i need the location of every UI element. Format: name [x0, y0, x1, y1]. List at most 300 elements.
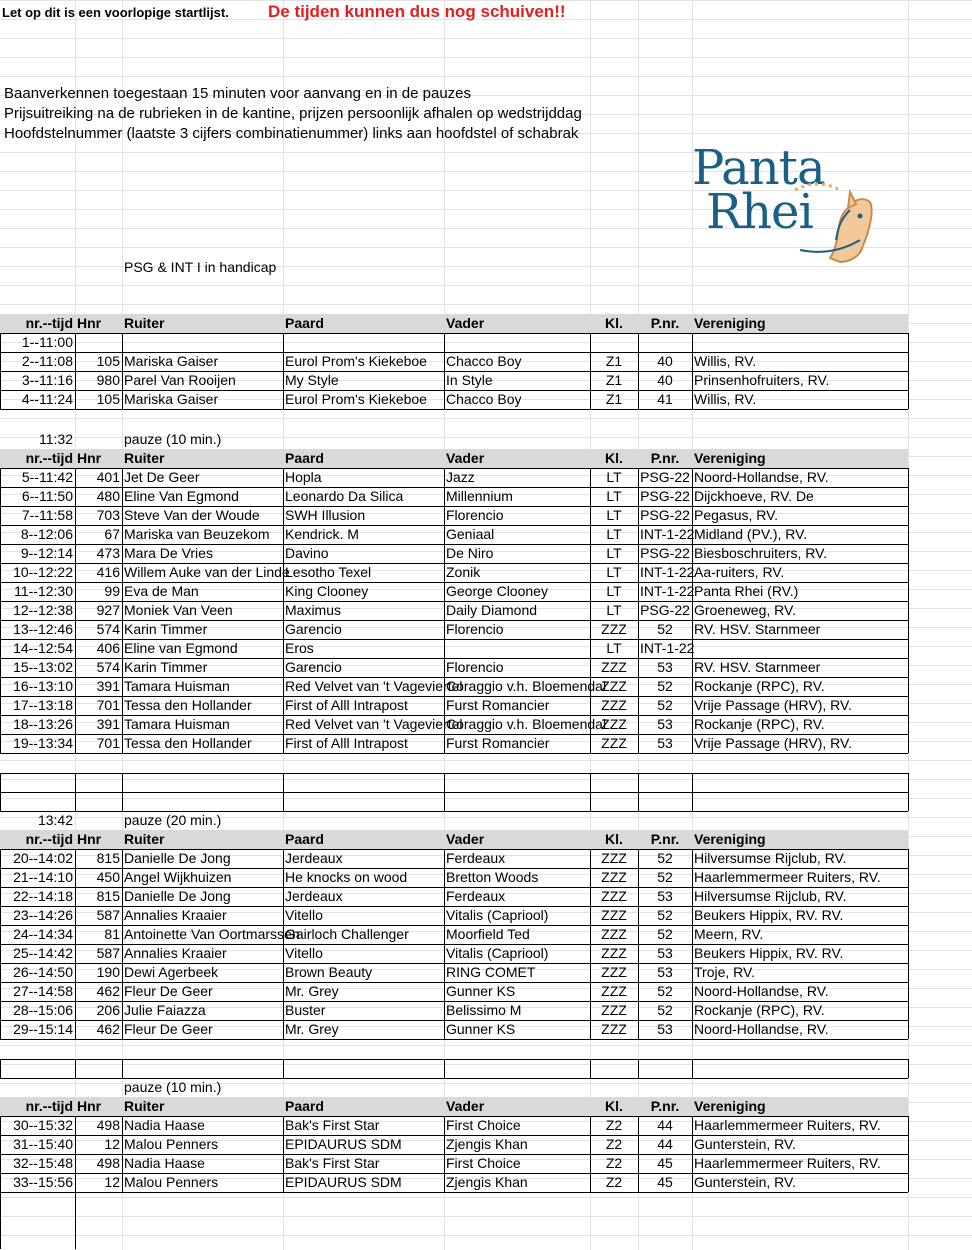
header-hnr: Hnr	[77, 450, 102, 466]
row-test: 53	[657, 659, 673, 675]
row-class: ZZZ	[601, 945, 627, 961]
row-hnr: 12	[104, 1174, 120, 1190]
row-hnr: 81	[104, 926, 120, 942]
row-time: 4--11:24	[21, 391, 73, 407]
row-time: 13--12:46	[13, 621, 73, 637]
row-time: 20--14:02	[13, 850, 73, 866]
row-hnr: 587	[96, 945, 120, 961]
row-sire: George Clooney	[446, 583, 548, 599]
row-class: ZZZ	[601, 983, 627, 999]
row-club: RV. HSV. Starnmeer	[694, 621, 821, 637]
row-sire: Daily Diamond	[446, 602, 538, 618]
row-horse: My Style	[285, 372, 339, 388]
row-hnr: 574	[96, 621, 120, 637]
row-sire: Gunner KS	[446, 1021, 516, 1037]
row-rider: Annalies Kraaier	[124, 945, 227, 961]
row-time: 7--11:58	[21, 507, 73, 523]
row-test: 52	[657, 678, 673, 694]
row-hnr	[75, 333, 122, 352]
header-class: Kl.	[605, 450, 623, 466]
row-club: Noord-Hollandse, RV.	[694, 1021, 829, 1037]
row-class: ZZZ	[601, 1021, 627, 1037]
row-class: LT	[606, 640, 622, 656]
row-time: 30--15:32	[13, 1117, 73, 1133]
row-hnr: 498	[96, 1155, 120, 1171]
row-club: Troje, RV.	[694, 964, 755, 980]
row-class: LT	[606, 545, 622, 561]
row-class: Z1	[605, 372, 623, 388]
row-sire: Zonik	[446, 564, 481, 580]
row-class: Z2	[605, 1136, 623, 1152]
row-horse: Jerdeaux	[285, 888, 343, 904]
row-hnr: 190	[96, 964, 120, 980]
header-horse: Paard	[285, 1098, 324, 1114]
row-club: Prinsenhofruiters, RV.	[694, 372, 830, 388]
row-sire: Millennium	[446, 488, 513, 504]
row-rider: Tamara Huisman	[124, 716, 230, 732]
row-test: 53	[657, 1021, 673, 1037]
row-class: ZZZ	[601, 850, 627, 866]
header-hnr: Hnr	[77, 831, 102, 847]
row-rider: Willem Auke van der Linde	[124, 564, 290, 580]
row-hnr: 574	[96, 659, 120, 675]
row-rider: Moniek Van Veen	[124, 602, 233, 618]
row-test: PSG-22	[640, 469, 690, 485]
row-horse: Brown Beauty	[285, 964, 373, 980]
row-hnr: 701	[96, 697, 120, 713]
row-hnr: 701	[96, 735, 120, 751]
row-test: 52	[657, 907, 673, 923]
row-test: 52	[657, 621, 673, 637]
header-test: P.nr.	[650, 831, 680, 847]
row-class: ZZZ	[601, 697, 627, 713]
header-rider: Ruiter	[124, 831, 165, 847]
row-rider: Dewi Agerbeek	[124, 964, 219, 980]
row-rider: Parel Van Rooijen	[124, 372, 236, 388]
row-horse: Garencio	[285, 659, 342, 675]
row-class: LT	[606, 488, 622, 504]
row-class: Z1	[605, 353, 623, 369]
header-horse: Paard	[285, 315, 324, 331]
row-rider: Tessa den Hollander	[124, 735, 252, 751]
pause-label: pauze (10 min.)	[124, 431, 222, 447]
row-club: Haarlemmermeer Ruiters, RV.	[694, 1155, 881, 1171]
notice-preliminary: Let op dit is een voorlopige startlijst.	[2, 5, 229, 20]
pause-label: pauze (10 min.)	[124, 1079, 222, 1095]
row-time: 14--12:54	[13, 640, 73, 656]
row-hnr: 815	[96, 850, 120, 866]
row-class: ZZZ	[601, 735, 627, 751]
row-club: Biesboschruiters, RV.	[694, 545, 828, 561]
row-time: 23--14:26	[13, 907, 73, 923]
row-club: Groeneweg, RV.	[694, 602, 796, 618]
row-club: RV. HSV. Starnmeer	[694, 659, 821, 675]
row-rider: Annalies Kraaier	[124, 907, 227, 923]
row-rider: Eline van Egmond	[124, 640, 238, 656]
header-test: P.nr.	[650, 315, 680, 331]
panta-rhei-logo	[690, 140, 880, 270]
row-sire	[444, 333, 590, 352]
row-rider: Nadia Haase	[124, 1117, 205, 1133]
row-time: 33--15:56	[13, 1174, 73, 1190]
header-rider: Ruiter	[124, 1098, 165, 1114]
row-sire: First Choice	[446, 1117, 521, 1133]
row-rider: Eline Van Egmond	[124, 488, 239, 504]
row-club: Panta Rhei (RV.)	[694, 583, 799, 599]
row-time: 1--11:00	[21, 334, 73, 350]
row-test	[638, 333, 692, 352]
pause-time: 11:32	[39, 431, 73, 447]
row-sire: In Style	[446, 372, 493, 388]
info-prize-giving: Prijsuitreiking na de rubrieken in de kantine, prijzen persoonlijk afhalen op wedstrijddag	[4, 105, 582, 122]
row-horse: Leonardo Da Silica	[285, 488, 404, 504]
row-class: LT	[606, 507, 622, 523]
header-sire: Vader	[446, 831, 485, 847]
row-hnr: 391	[96, 678, 120, 694]
row-rider: Mariska Gaiser	[124, 353, 219, 369]
row-test: INT-1-22	[640, 583, 695, 599]
row-sire: Florencio	[446, 659, 504, 675]
row-sire: Chacco Boy	[446, 391, 522, 407]
row-time: 28--15:06	[13, 1002, 73, 1018]
row-sire: Jazz	[446, 469, 475, 485]
row-test: 52	[657, 697, 673, 713]
row-class: ZZZ	[601, 678, 627, 694]
row-club: Rockanje (RPC), RV.	[694, 1002, 825, 1018]
row-test: 45	[657, 1155, 673, 1171]
row-horse: Jerdeaux	[285, 850, 343, 866]
row-club: Vrije Passage (HRV), RV.	[694, 735, 852, 751]
row-time: 19--13:34	[13, 735, 73, 751]
row-sire	[444, 639, 590, 658]
row-horse: Garencio	[285, 621, 342, 637]
row-class: ZZZ	[601, 716, 627, 732]
row-test: PSG-22	[640, 488, 690, 504]
row-horse: First of Alll Intrapost	[285, 697, 408, 713]
row-time: 12--12:38	[13, 602, 73, 618]
row-time: 25--14:42	[13, 945, 73, 961]
row-time: 32--15:48	[13, 1155, 73, 1171]
row-test: 52	[657, 926, 673, 942]
row-time: 2--11:08	[21, 353, 73, 369]
row-sire: RING COMET	[446, 964, 536, 980]
row-rider: Antoinette Van Oortmarssen	[124, 926, 300, 942]
row-horse: Maximus	[285, 602, 342, 618]
row-horse	[283, 333, 444, 352]
row-time: 5--11:42	[21, 469, 73, 485]
row-test: 41	[657, 391, 673, 407]
row-club: Beukers Hippix, RV. RV.	[694, 907, 844, 923]
row-club: Meern, RV.	[694, 926, 764, 942]
row-horse: Red Velvet van 't Vageviertel	[285, 678, 463, 694]
row-test: 52	[657, 850, 673, 866]
row-rider: Danielle De Jong	[124, 850, 231, 866]
row-horse: First of Alll Intrapost	[285, 735, 408, 751]
row-time: 26--14:50	[13, 964, 73, 980]
row-club: Rockanje (RPC), RV.	[694, 716, 825, 732]
row-class: LT	[606, 526, 622, 542]
header-hnr: Hnr	[77, 315, 102, 331]
row-time: 11--12:30	[14, 583, 73, 599]
row-test: 44	[657, 1117, 673, 1133]
header-club: Vereniging	[694, 831, 766, 847]
row-club: Gunterstein, RV.	[694, 1174, 796, 1190]
row-club: Beukers Hippix, RV. RV.	[694, 945, 844, 961]
row-rider: Tessa den Hollander	[124, 697, 252, 713]
subtitle: PSG & INT I in handicap	[124, 259, 277, 275]
header-test: P.nr.	[650, 450, 680, 466]
row-test: INT-1-22	[640, 564, 695, 580]
row-time: 15--13:02	[13, 659, 73, 675]
row-sire: Belissimo M	[446, 1002, 522, 1018]
row-class: ZZZ	[601, 621, 627, 637]
row-club: Haarlemmermeer Ruiters, RV.	[694, 1117, 881, 1133]
row-test: PSG-22	[640, 602, 690, 618]
row-class	[590, 333, 638, 352]
row-horse: EPIDAURUS SDM	[285, 1174, 402, 1190]
row-time: 16--13:10	[13, 678, 73, 694]
header-sire: Vader	[446, 315, 485, 331]
row-time: 31--15:40	[13, 1136, 73, 1152]
row-sire: Coraggio v.h. Bloemendal	[446, 678, 607, 694]
row-horse: Kendrick. M	[285, 526, 359, 542]
row-sire: First Choice	[446, 1155, 521, 1171]
row-club: Pegasus, RV.	[694, 507, 779, 523]
row-club: Haarlemmermeer Ruiters, RV.	[694, 869, 881, 885]
row-horse: Gairloch Challenger	[285, 926, 409, 942]
row-time: 10--12:22	[13, 564, 73, 580]
row-rider: Karin Timmer	[124, 659, 208, 675]
row-hnr: 12	[104, 1136, 120, 1152]
row-horse: Davino	[285, 545, 329, 561]
row-rider: Karin Timmer	[124, 621, 208, 637]
row-club: Noord-Hollandse, RV.	[694, 983, 829, 999]
header-class: Kl.	[605, 315, 623, 331]
row-club: Midland (PV.), RV.	[694, 526, 808, 542]
row-test: 40	[657, 353, 673, 369]
header-class: Kl.	[605, 1098, 623, 1114]
row-sire: Coraggio v.h. Bloemendal	[446, 716, 607, 732]
pause-time: 13:42	[37, 812, 73, 828]
header-sire: Vader	[446, 450, 485, 466]
row-hnr: 815	[96, 888, 120, 904]
row-hnr: 480	[96, 488, 120, 504]
row-club: Hilversumse Rijclub, RV.	[694, 850, 847, 866]
row-class: Z2	[605, 1117, 623, 1133]
row-sire: Florencio	[446, 507, 504, 523]
row-rider: Julie Faiazza	[124, 1002, 206, 1018]
row-horse: Mr. Grey	[285, 983, 339, 999]
row-time: 6--11:50	[21, 488, 73, 504]
row-class: ZZZ	[601, 869, 627, 885]
row-test: PSG-22	[640, 545, 690, 561]
row-test: 53	[657, 716, 673, 732]
row-time: 21--14:10	[13, 869, 73, 885]
header-time: nr.--tijd	[25, 450, 73, 466]
pause-label: pauze (20 min.)	[124, 812, 222, 828]
logo-text-panta: Panta	[692, 140, 825, 196]
row-test: 52	[657, 983, 673, 999]
row-sire: Ferdeaux	[446, 888, 506, 904]
row-class: Z1	[605, 391, 623, 407]
row-class: LT	[606, 602, 622, 618]
header-club: Vereniging	[694, 1098, 766, 1114]
row-class: LT	[606, 583, 622, 599]
row-rider: Nadia Haase	[124, 1155, 205, 1171]
row-horse: Bak's First Star	[285, 1117, 380, 1133]
row-club: Hilversumse Rijclub, RV.	[694, 888, 847, 904]
row-sire: Ferdeaux	[446, 850, 506, 866]
row-sire: Vitalis (Capriool)	[446, 907, 549, 923]
info-course-walk: Baanverkennen toegestaan 15 minuten voor aanvang en in de pauzes	[4, 85, 472, 102]
row-time: 29--15:14	[13, 1021, 73, 1037]
row-hnr: 587	[96, 907, 120, 923]
row-rider: Steve Van der Woude	[124, 507, 260, 523]
row-horse: EPIDAURUS SDM	[285, 1136, 402, 1152]
header-time: nr.--tijd	[25, 315, 73, 331]
row-horse: Hopla	[285, 469, 322, 485]
row-sire: Chacco Boy	[446, 353, 522, 369]
row-rider	[122, 333, 283, 352]
row-rider: Mariska Gaiser	[124, 391, 219, 407]
header-horse: Paard	[285, 831, 324, 847]
row-class: ZZZ	[601, 964, 627, 980]
row-club: Rockanje (RPC), RV.	[694, 678, 825, 694]
row-club: Dijckhoeve, RV. De	[694, 488, 814, 504]
row-hnr: 391	[96, 716, 120, 732]
header-horse: Paard	[285, 450, 324, 466]
pause-time	[0, 1078, 75, 1097]
row-hnr: 462	[96, 983, 120, 999]
row-hnr: 450	[96, 869, 120, 885]
row-rider: Angel Wijkhuizen	[124, 869, 232, 885]
row-time: 22--14:18	[13, 888, 73, 904]
row-test: 40	[657, 372, 673, 388]
row-sire: De Niro	[446, 545, 494, 561]
row-class: ZZZ	[601, 888, 627, 904]
row-time: 3--11:16	[21, 372, 73, 388]
row-hnr: 99	[104, 583, 120, 599]
horse-head-icon	[790, 170, 875, 265]
row-horse: King Clooney	[285, 583, 369, 599]
row-class: ZZZ	[601, 659, 627, 675]
row-club: Willis, RV.	[694, 353, 757, 369]
row-time: 17--13:18	[13, 697, 73, 713]
header-time: nr.--tijd	[25, 1098, 73, 1114]
header-test: P.nr.	[650, 1098, 680, 1114]
row-horse: Vitello	[285, 907, 323, 923]
row-sire: Vitalis (Capriool)	[446, 945, 549, 961]
row-class: Z2	[605, 1174, 623, 1190]
row-time: 18--13:26	[13, 716, 73, 732]
logo-text-rhei: Rhei	[706, 184, 813, 240]
row-rider: Fleur De Geer	[124, 983, 213, 999]
header-time: nr.--tijd	[25, 831, 73, 847]
row-time: 9--12:14	[20, 545, 73, 561]
row-club: Aa-ruiters, RV.	[694, 564, 785, 580]
row-test: 53	[657, 735, 673, 751]
row-hnr: 927	[96, 602, 120, 618]
row-hnr: 406	[96, 640, 120, 656]
row-club	[692, 639, 908, 658]
row-hnr: 498	[96, 1117, 120, 1133]
row-test: 45	[657, 1174, 673, 1190]
row-horse: Mr. Grey	[285, 1021, 339, 1037]
row-horse: Lesotho Texel	[285, 564, 372, 580]
row-sire: Florencio	[446, 621, 504, 637]
row-time: 24--14:34	[13, 926, 73, 942]
row-club: Vrije Passage (HRV), RV.	[694, 697, 852, 713]
header-club: Vereniging	[694, 315, 766, 331]
row-hnr: 401	[96, 469, 120, 485]
row-class: LT	[606, 564, 622, 580]
row-class: ZZZ	[601, 907, 627, 923]
row-sire: Zjengis Khan	[446, 1174, 528, 1190]
row-sire: Geniaal	[446, 526, 495, 542]
header-rider: Ruiter	[124, 450, 165, 466]
row-club: Gunterstein, RV.	[694, 1136, 796, 1152]
row-club: Noord-Hollandse, RV.	[694, 469, 829, 485]
row-rider: Tamara Huisman	[124, 678, 230, 694]
row-sire: Bretton Woods	[446, 869, 539, 885]
row-hnr: 703	[96, 507, 120, 523]
row-test: 44	[657, 1136, 673, 1152]
row-sire: Moorfield Ted	[446, 926, 530, 942]
row-class: ZZZ	[601, 1002, 627, 1018]
header-sire: Vader	[446, 1098, 485, 1114]
header-class: Kl.	[605, 831, 623, 847]
row-hnr: 473	[96, 545, 120, 561]
row-sire: Furst Romancier	[446, 735, 550, 751]
info-bridle-number: Hoofdstelnummer (laatste 3 cijfers combinatienummer) links aan hoofdstel of schabrak	[4, 125, 579, 142]
row-rider: Jet De Geer	[124, 469, 200, 485]
row-rider: Fleur De Geer	[124, 1021, 213, 1037]
notice-times-shift: De tijden kunnen dus nog schuiven!!	[268, 2, 566, 21]
row-horse: SWH Illusion	[285, 507, 366, 523]
row-hnr: 206	[96, 1002, 120, 1018]
row-hnr: 416	[96, 564, 120, 580]
row-rider: Danielle De Jong	[124, 888, 231, 904]
row-horse: Red Velvet van 't Vageviertel	[285, 716, 463, 732]
header-club: Vereniging	[694, 450, 766, 466]
row-test: 52	[657, 1002, 673, 1018]
row-test: INT-1-22	[640, 640, 695, 656]
row-horse: He knocks on wood	[285, 869, 408, 885]
row-time: 8--12:06	[20, 526, 73, 542]
row-time: 27--14:58	[13, 983, 73, 999]
row-horse: Bak's First Star	[285, 1155, 380, 1171]
row-test: 53	[657, 888, 673, 904]
row-class: Z2	[605, 1155, 623, 1171]
row-class: LT	[606, 469, 622, 485]
row-horse: Vitello	[285, 945, 323, 961]
row-rider: Malou Penners	[124, 1136, 219, 1152]
row-horse: Eurol Prom's Kiekeboe	[285, 353, 427, 369]
row-test: 53	[657, 945, 673, 961]
row-test: 53	[657, 964, 673, 980]
row-test: INT-1-22	[640, 526, 695, 542]
row-sire: Furst Romancier	[446, 697, 550, 713]
row-horse: Eros	[285, 640, 314, 656]
row-hnr: 105	[96, 353, 120, 369]
row-hnr: 67	[104, 526, 120, 542]
row-horse: Eurol Prom's Kiekeboe	[285, 391, 427, 407]
header-hnr: Hnr	[77, 1098, 102, 1114]
row-club: Willis, RV.	[694, 391, 757, 407]
row-hnr: 980	[96, 372, 120, 388]
row-club	[692, 333, 908, 352]
row-sire: Gunner KS	[446, 983, 516, 999]
